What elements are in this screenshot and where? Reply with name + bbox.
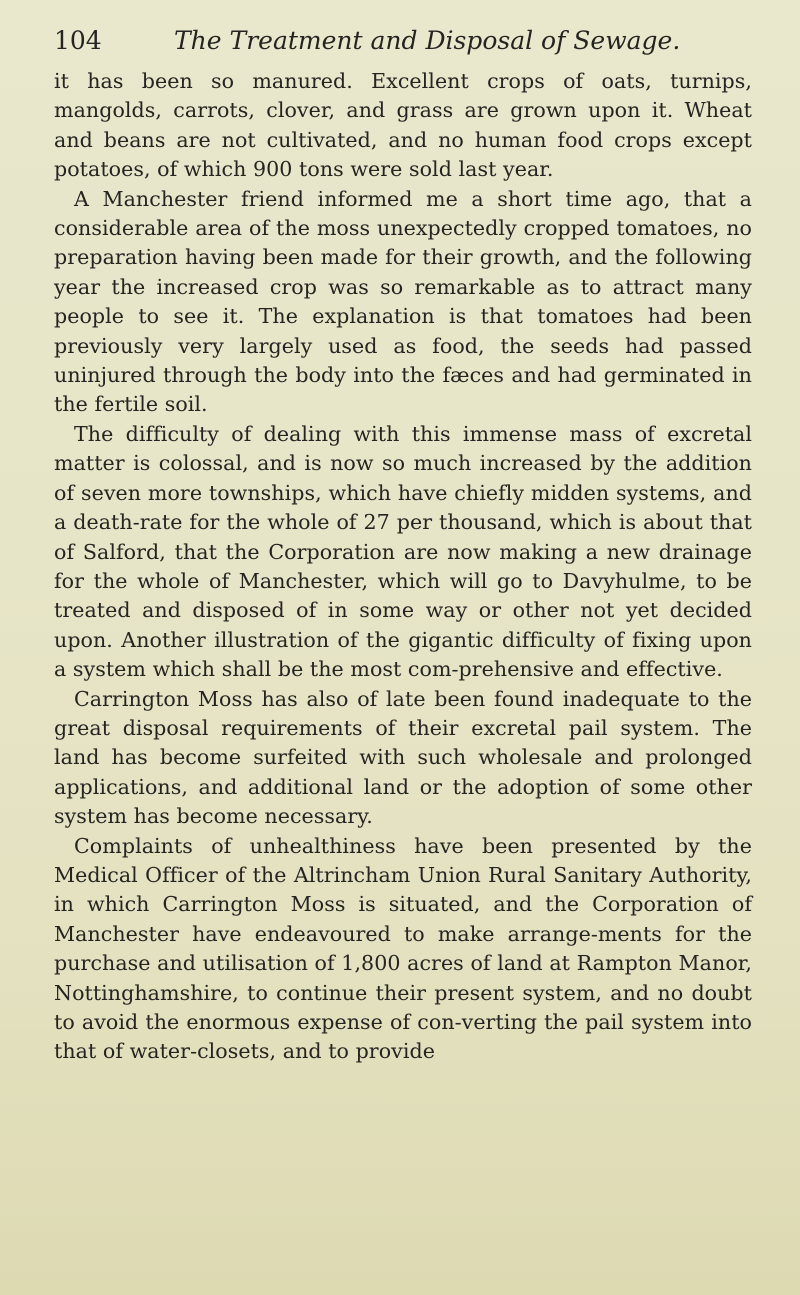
- body-text: [54, 67, 752, 1067]
- paragraph-carrington-moss: Carrington Moss has also of late been found inadequate to the great disposal requirements of their excretal pail system. The land has become surfeited with such wholesale and prolonged applications, and additional land or the adoption of some other system has become necessary.: [54, 686, 752, 829]
- paragraph-tomatoes: A Manchester friend informed me a short time ago, that a considerable area of the moss unexpectedly cropped tomatoes, no preparation having been made for their growth, and the following year the increased crop was so remarkable as to attract many people to see it. The explanation is that tomatoes had been previously very largely used as food, the seeds had passed uninjured through the body into the fæces and had germinated in the fertile soil.: [54, 186, 752, 417]
- paragraph-complaints: Complaints of unhealthiness have been presented by the Medical Officer of the Altrincham Union Rural Sanitary Authority, in which Carrington Moss is situated, and the Corporation of Manchester have endeavoured to make arrange-ments for the purchase and utilisation of 1,800 acres of land at Rampton Manor, Nottinghamshire, to continue their present system, and no doubt to avoid the enormous expense of con-verting the pail system into that of water-closets, and to provide: [54, 833, 752, 1064]
- running-title: The Treatment and Disposal of Sewage.: [174, 26, 681, 55]
- paragraph-excretal-matter: The difficulty of dealing with this immense mass of excretal matter is colossal, and is now so much increased by the addition of seven more townships, which have chiefly midden systems, and a death-rate for the whole of 27 per thousand, which is about that of Salford, that the Corporation are now making a new drainage for the whole of Manchester, which will go to Davyhulme, to be treated and disposed of in some way or other not yet decided upon. Another illustration of the gigantic difficulty of fixing upon a system which shall be the most com-prehensive and effective.: [54, 421, 752, 682]
- paragraph-continuation: it has been so manured. Excellent crops of oats, turnips, mangolds, carrots, clover, and grass are grown upon it. Wheat and beans are not cultivated, and no human food crops except potatoes, of which 900 tons were sold last year.: [54, 69, 752, 182]
- page-number: 104: [54, 26, 102, 55]
- running-head: [54, 24, 754, 58]
